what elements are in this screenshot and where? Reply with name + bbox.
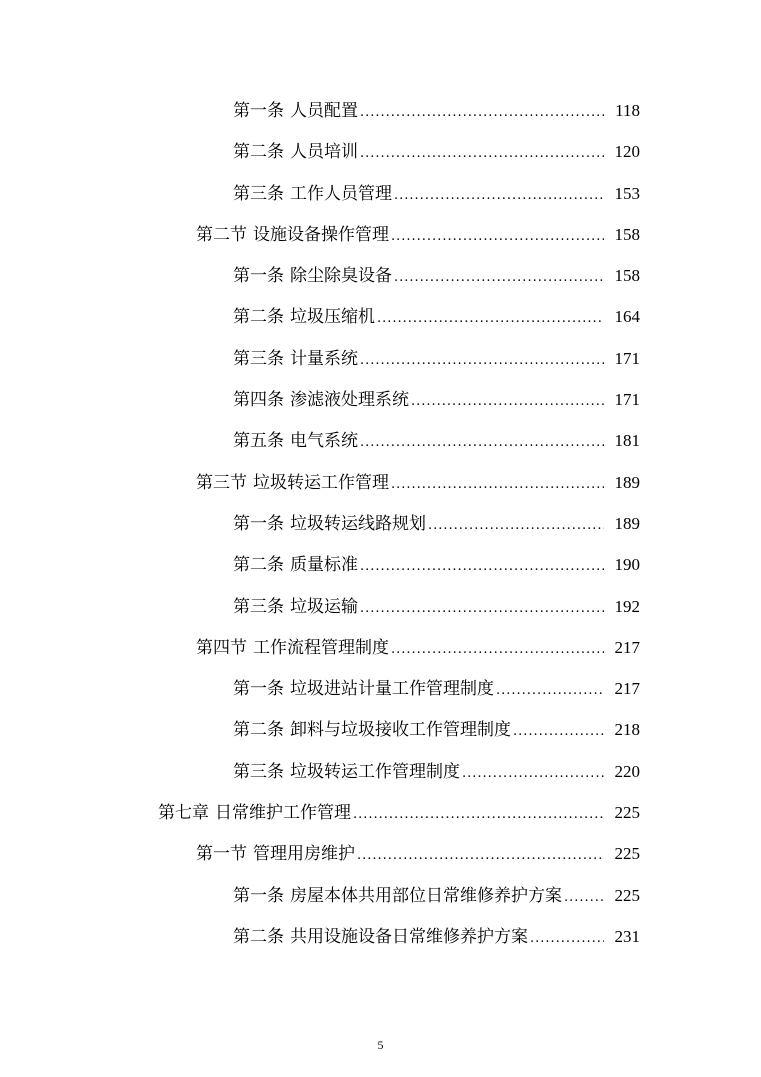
toc-entry-page: 118 bbox=[615, 101, 640, 120]
toc-entry-number: 第二条 bbox=[233, 142, 284, 163]
toc-entry[interactable] bbox=[0, 90, 761, 131]
toc-entry-number: 第四节 bbox=[196, 637, 247, 658]
toc-entry[interactable] bbox=[0, 792, 761, 833]
toc-entry-label bbox=[196, 215, 389, 256]
toc-entry-title: 垃圾转运线路规划 bbox=[290, 513, 426, 534]
toc-entry-title: 除尘除臭设备 bbox=[290, 266, 392, 287]
toc-entry[interactable] bbox=[0, 214, 761, 255]
toc-entry-label bbox=[196, 628, 389, 669]
toc-entry-number: 第五条 bbox=[233, 431, 284, 452]
toc-entry[interactable] bbox=[0, 627, 761, 668]
toc-entry[interactable] bbox=[0, 668, 761, 709]
toc-leader-dots bbox=[411, 381, 604, 422]
toc-entry-title: 垃圾转运工作管理 bbox=[253, 472, 389, 493]
toc-entry-title: 管理用房维护 bbox=[253, 844, 355, 865]
toc-leader-dots bbox=[394, 175, 604, 216]
toc-leader-dots bbox=[377, 298, 604, 339]
toc-entry-number: 第一条 bbox=[233, 679, 284, 700]
toc-entry-number: 第一节 bbox=[196, 844, 247, 865]
toc-entry-title: 卸料与垃圾接收工作管理制度 bbox=[290, 720, 511, 741]
toc-entry-page: 217 bbox=[614, 637, 640, 657]
toc-entry-page: 158 bbox=[614, 224, 640, 244]
toc-entry-page: 153 bbox=[614, 183, 640, 203]
toc-entry[interactable] bbox=[0, 462, 761, 503]
toc-entry-page: 217 bbox=[614, 679, 640, 699]
toc-entry-number: 第二条 bbox=[233, 720, 284, 741]
toc-entry-number: 第一条 bbox=[233, 266, 284, 287]
toc-entry-title: 人员培训 bbox=[290, 142, 358, 163]
toc-leader-dots bbox=[391, 629, 604, 670]
toc-entry-label bbox=[233, 669, 494, 710]
toc-entry-number: 第三条 bbox=[233, 183, 284, 204]
toc-entry-label bbox=[233, 917, 528, 958]
toc-entry-number: 第一条 bbox=[233, 885, 284, 906]
toc-entry-title: 质量标准 bbox=[290, 555, 358, 576]
toc-entry-label bbox=[233, 545, 358, 586]
toc-leader-dots bbox=[391, 216, 604, 257]
toc-entry-number: 第二节 bbox=[196, 224, 247, 245]
toc-entry-number: 第二条 bbox=[233, 307, 284, 328]
toc-entry-page: 225 bbox=[614, 885, 640, 905]
table-of-contents bbox=[0, 90, 761, 957]
toc-entry-label bbox=[196, 463, 389, 504]
toc-entry-label bbox=[233, 876, 562, 917]
toc-leader-dots bbox=[564, 877, 604, 918]
toc-entry-label bbox=[233, 504, 426, 545]
toc-entry-label bbox=[233, 297, 375, 338]
toc-entry-page: 218 bbox=[614, 720, 640, 740]
toc-entry-title: 共用设施设备日常维修养护方案 bbox=[290, 926, 528, 947]
toc-entry-label bbox=[233, 174, 392, 215]
toc-leader-dots bbox=[360, 588, 604, 629]
toc-entry-page: 225 bbox=[614, 803, 640, 823]
toc-entry-page: 171 bbox=[614, 390, 640, 410]
toc-leader-dots bbox=[353, 794, 604, 835]
toc-entry-label bbox=[196, 834, 355, 875]
toc-entry-label bbox=[233, 256, 392, 297]
toc-entry-label bbox=[233, 91, 358, 132]
toc-entry[interactable] bbox=[0, 751, 761, 792]
toc-entry[interactable] bbox=[0, 379, 761, 420]
toc-entry[interactable] bbox=[0, 544, 761, 585]
toc-leader-dots bbox=[360, 546, 604, 587]
toc-entry-page: 192 bbox=[614, 596, 640, 616]
toc-entry-number: 第三条 bbox=[233, 596, 284, 617]
toc-entry-title: 房屋本体共用部位日常维修养护方案 bbox=[290, 885, 562, 906]
toc-entry-page: 189 bbox=[614, 513, 640, 533]
toc-entry-page: 190 bbox=[614, 555, 640, 575]
toc-entry-label bbox=[233, 587, 358, 628]
toc-entry[interactable] bbox=[0, 173, 761, 214]
toc-entry-title: 电气系统 bbox=[290, 431, 358, 452]
toc-entry-number: 第二条 bbox=[233, 555, 284, 576]
toc-leader-dots bbox=[513, 711, 604, 752]
toc-entry-page: 120 bbox=[614, 142, 640, 162]
toc-entry-label bbox=[233, 710, 511, 751]
toc-entry-title: 垃圾进站计量工作管理制度 bbox=[290, 679, 494, 700]
toc-entry-title: 垃圾运输 bbox=[290, 596, 358, 617]
toc-entry-title: 垃圾转运工作管理制度 bbox=[290, 761, 460, 782]
toc-leader-dots bbox=[357, 835, 604, 876]
toc-entry-page: 225 bbox=[614, 844, 640, 864]
toc-entry[interactable] bbox=[0, 338, 761, 379]
toc-entry-page: 171 bbox=[614, 348, 640, 368]
toc-leader-dots bbox=[360, 92, 604, 133]
toc-entry-number: 第四条 bbox=[233, 390, 284, 411]
toc-entry[interactable] bbox=[0, 586, 761, 627]
toc-entry-label bbox=[233, 339, 358, 380]
toc-entry-number: 第二条 bbox=[233, 926, 284, 947]
toc-entry[interactable] bbox=[0, 709, 761, 750]
toc-entry-number: 第三条 bbox=[233, 348, 284, 369]
toc-entry[interactable] bbox=[0, 255, 761, 296]
toc-leader-dots bbox=[391, 464, 604, 505]
toc-entry-page: 189 bbox=[614, 472, 640, 492]
toc-entry[interactable] bbox=[0, 420, 761, 461]
toc-entry-number: 第七章 bbox=[158, 803, 209, 824]
toc-entry-title: 工作人员管理 bbox=[290, 183, 392, 204]
toc-entry-title: 渗滤液处理系统 bbox=[290, 390, 409, 411]
toc-entry-label bbox=[233, 132, 358, 173]
toc-entry-title: 日常维护工作管理 bbox=[215, 803, 351, 824]
toc-entry-number: 第一条 bbox=[233, 101, 284, 121]
toc-leader-dots bbox=[530, 918, 604, 959]
toc-leader-dots bbox=[360, 340, 604, 381]
toc-entry-page: 231 bbox=[614, 926, 640, 946]
toc-entry-number: 第三条 bbox=[233, 761, 284, 782]
toc-entry-page: 220 bbox=[614, 761, 640, 781]
toc-entry[interactable] bbox=[0, 131, 761, 172]
toc-entry-label bbox=[233, 421, 358, 462]
toc-entry[interactable] bbox=[0, 296, 761, 337]
toc-entry-title: 设施设备操作管理 bbox=[253, 224, 389, 245]
toc-entry-number: 第一条 bbox=[233, 513, 284, 534]
toc-entry-number: 第三节 bbox=[196, 472, 247, 493]
toc-entry-title: 人员配置 bbox=[290, 101, 358, 121]
toc-leader-dots bbox=[360, 133, 604, 174]
toc-entry-label bbox=[233, 752, 460, 793]
toc-leader-dots bbox=[462, 753, 604, 794]
toc-entry[interactable] bbox=[0, 503, 761, 544]
toc-entry-label bbox=[233, 380, 409, 421]
toc-leader-dots bbox=[360, 422, 604, 463]
toc-entry-page: 164 bbox=[614, 307, 640, 327]
toc-entry-label bbox=[158, 793, 351, 834]
toc-entry-title: 计量系统 bbox=[290, 348, 358, 369]
page-number: 5 bbox=[377, 1038, 384, 1052]
toc-entry-title: 工作流程管理制度 bbox=[253, 637, 389, 658]
toc-leader-dots bbox=[496, 670, 604, 711]
toc-leader-dots bbox=[428, 505, 604, 546]
toc-entry-page: 158 bbox=[614, 266, 640, 286]
toc-entry[interactable] bbox=[0, 875, 761, 916]
toc-leader-dots bbox=[394, 257, 604, 298]
toc-entry-page: 181 bbox=[614, 431, 640, 451]
toc-entry[interactable] bbox=[0, 916, 761, 957]
toc-entry-title: 垃圾压缩机 bbox=[290, 307, 375, 328]
toc-entry[interactable] bbox=[0, 833, 761, 874]
